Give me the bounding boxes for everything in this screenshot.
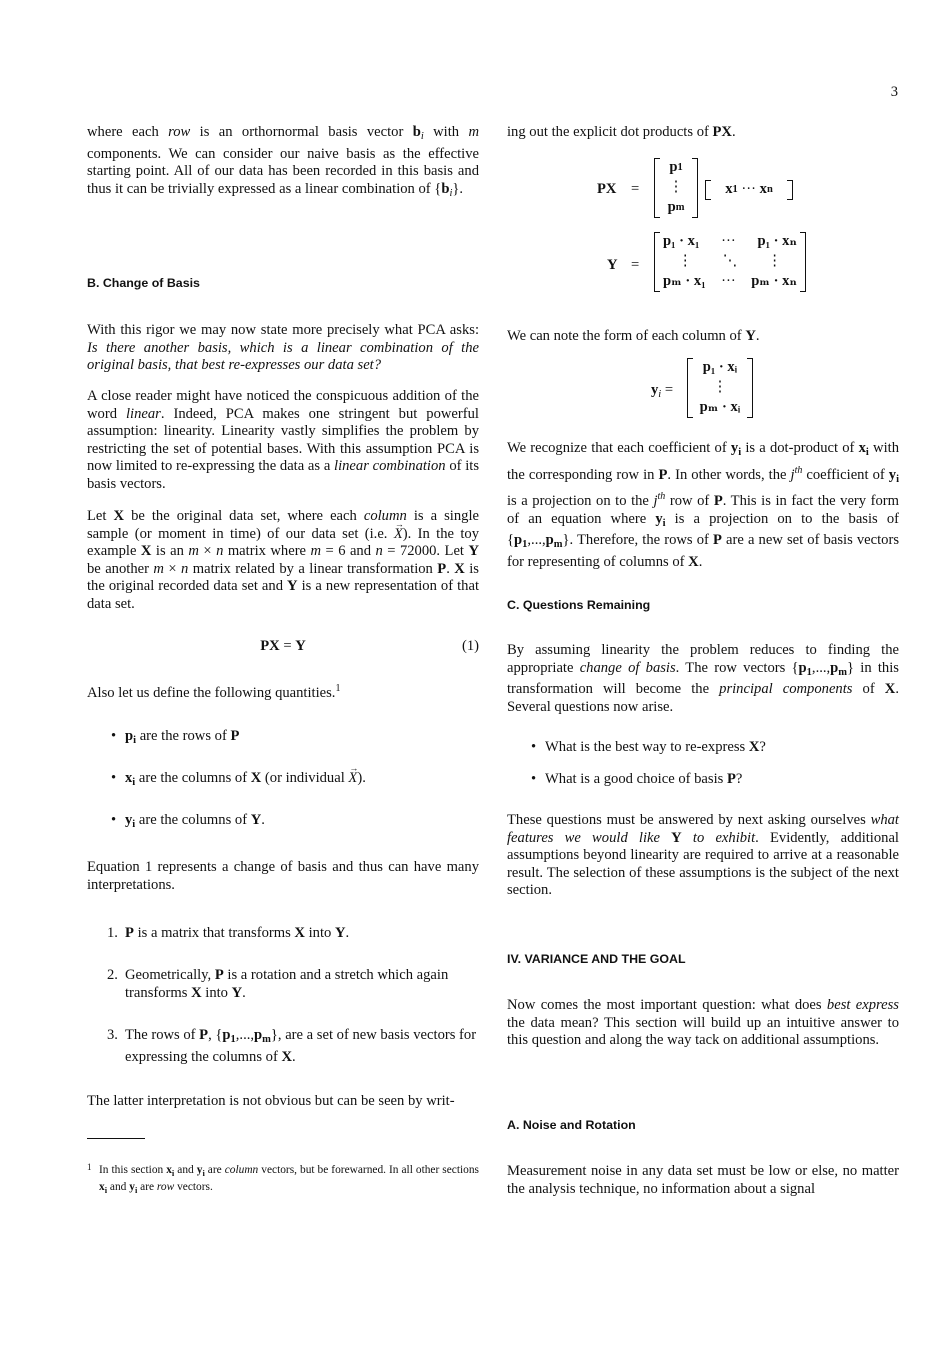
matrix-y: p₁ · x₁ ··· p₁ · xₙ ⋮ ⋱ ⋮ pₘ · x₁ ··· pₘ · xₙ [654,232,806,292]
matrix-yi: p₁ · xᵢ ⋮ pₘ · xᵢ [687,358,753,418]
matrix-equation-y: Y = p₁ · x₁ ··· p₁ · xₙ ⋮ ⋱ ⋮ pₘ · x₁ ··· pₘ · xₙ [507,224,899,300]
bullet-item-p: • $p_i$ are the rows of P [111,728,240,746]
numbered-item-3: 3. The rows of P, $\{p_1,...,p_m\}$, are a set of new basis vectors for expressing the columns of X. [107,1027,477,1065]
section-heading-variance-goal: IV. VARIANCE AND THE GOAL [507,952,686,966]
paragraph-latter-interpretation: The latter interpretation is not obvious but can be seen by writ- [87,1093,455,1109]
paragraph-pca-asks: With this rigor we may now state more precisely what PCA asks: Is there another basis, which is a linear combination of the original basis, that best re-expresses our data set? [87,322,479,374]
paragraph-projection: We recognize that each coefficient of $y_i$ is a dot-product of $x_i$ with the corresponding row in P. In other words, the $j^{th}$ coefficient of $y_i$ is a projection on to the $j^{th}$ row of P. This is in fact the very form of an equation where $y_i$ is a projection on to the basis of $\{p_1,...,p_m\}$. Therefore, the rows of P are a new set of basis vectors for representing of columns of X. [507,440,899,570]
equation-yi: $y_i$ = p₁ · xᵢ ⋮ pₘ · xᵢ [507,354,899,426]
footnote-rule [87,1138,145,1139]
matrix-x: x 1 ··· x n [705,180,793,200]
matrix-equation-px: PX = p 1 ⋮ p m x 1 ··· x n [507,154,899,226]
paragraph-best-express: Now comes the most important question: what does best express the data mean? This section will build up an intuitive answer to this question and along the way tack on additional assumptions. [507,997,899,1049]
paragraph-measurement-noise: Measurement noise in any data set must be low or else, no matter the analysis technique, no information about a signal [507,1163,899,1197]
intro-paragraph: where each row is an orthornormal basis vector $b_i$ with m components. We can consider our naive basis as the effective starting point. All of our data has been recorded in this basis and thus it can be trivially expressed as a linear combination of $\{b_i\}$. [87,124,479,199]
footnote-1: 1 In this section $x_i$ and $y_i$ are column vectors, but be forewarned. In all other sections $x_i$ and $y_i$ are row vectors. [87,1162,479,1195]
section-heading-questions-remaining: C. Questions Remaining [507,598,651,612]
page-number: 3 [890,84,898,100]
matrix-p: p 1 ⋮ p m [654,158,698,218]
paragraph-define-quantities: Also let us define the following quantities.$^1$ [87,683,341,701]
footnote-mark: 1 [335,683,341,694]
paragraph-linearity: A close reader might have noticed the conspicuous addition of the word linear. Indeed, PCA makes one stringent but powerful assumption: linearity. Linearity vastly simplifies the problem by restricting the set of potential bases. With this assumption PCA is now limited to re-expressing the data as a linear combination of its basis vectors. [87,388,479,492]
paragraph-next-asking: These questions must be answered by next asking ourselves what features we would like Y to exhibit. Evidently, additional assumptions beyond linearity are required to arrive at a reasonable result. The selection of these assumptions is the subject of the next section. [507,812,899,899]
section-heading-noise-rotation: A. Noise and Rotation [507,1118,636,1132]
equation-1: PX = Y (1) [260,638,479,654]
paragraph-data-definition: Let X be the original data set, where each column is a single sample (or moment in time) of our data set (i.e. → X). In the toy example X is an m × n matrix where m = 6 and n = 72000. Let Y be another m × n matrix related by a linear transformation P. X is the original recorded data set and Y is a new representation of that data set. [87,508,479,614]
numbered-item-2: 2. Geometrically, P is a rotation and a stretch which again transforms X into Y. [107,967,449,1001]
numbered-item-1: 1. P is a matrix that transforms X into Y. [107,925,350,941]
bullet-item-x: • $x_i$ are the columns of X (or individual → X). [111,770,366,792]
paragraph-dot-products: ing out the explicit dot products of PX. [507,124,736,140]
paragraph-assuming-linearity: By assuming linearity the problem reduces to finding the appropriate change of basis. The row vectors $\{p_1,...,p_m\}$ in this transformation will become the principal components of X. Several questions now arise. [507,642,899,715]
bullet-item-basis-choice: • What is a good choice of basis P? [531,771,743,787]
paragraph-equation-interpretations: Equation 1 represents a change of basis and thus can have many interpretations. [87,859,479,893]
bullet-item-reexpress: • What is the best way to re-express X? [531,739,766,755]
bullet-item-y: • $y_i$ are the columns of Y. [111,812,265,830]
section-heading-change-of-basis: B. Change of Basis [87,276,200,290]
equation-number: (1) [461,638,479,654]
paragraph-column-form: We can note the form of each column of Y. [507,328,760,344]
